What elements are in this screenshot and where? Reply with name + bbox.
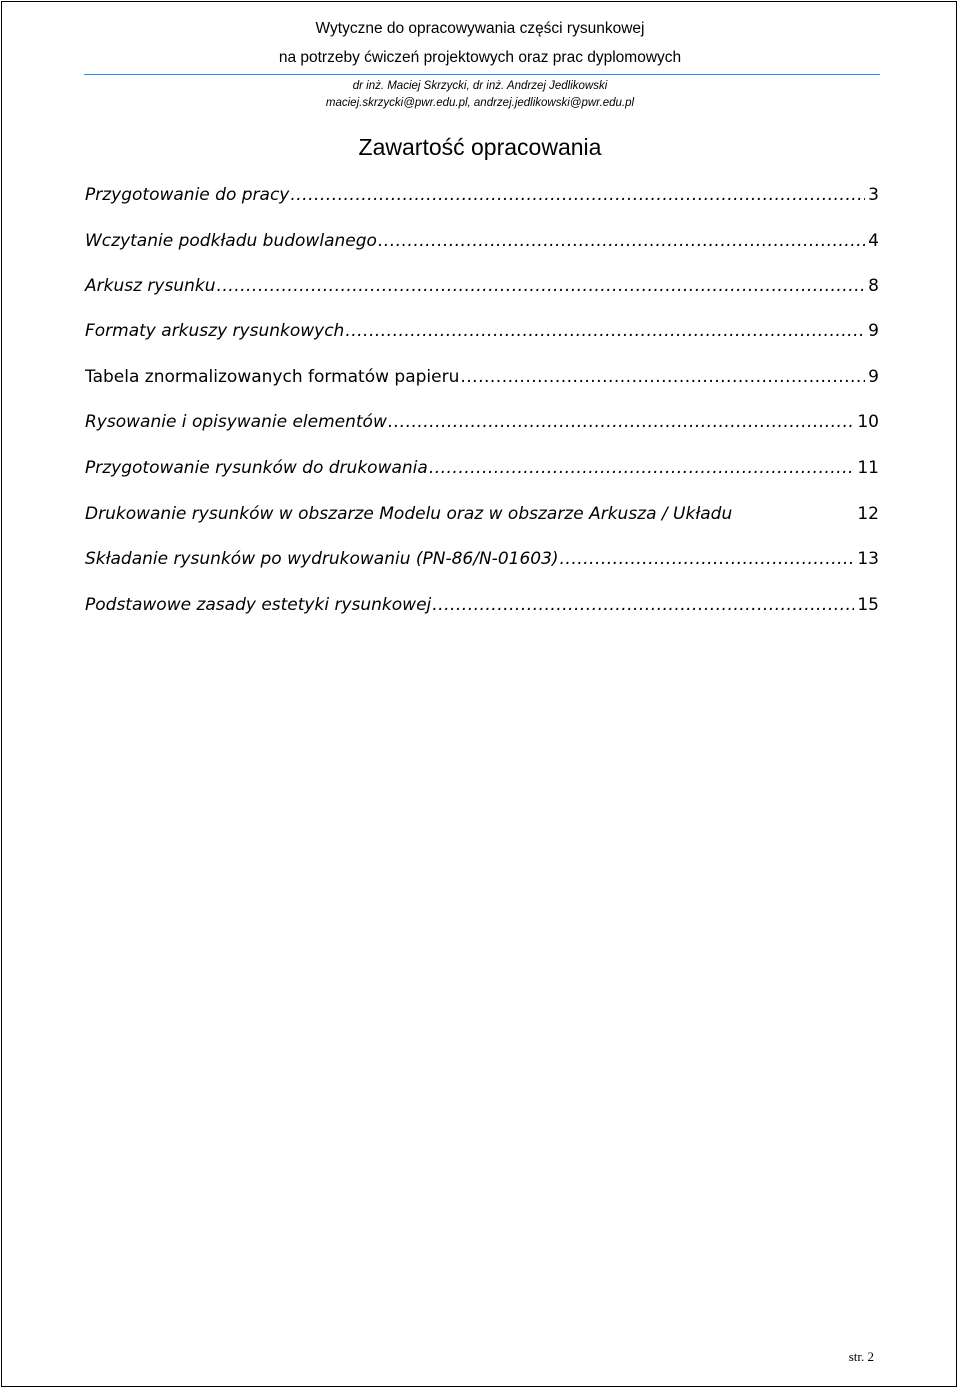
toc-entry[interactable] (85, 454, 879, 482)
toc-leader-dots (460, 363, 865, 391)
toc-entry-page: 4 (868, 231, 879, 251)
toc-heading: Zawartość opracowania (358, 134, 602, 160)
toc-entry-page: 11 (857, 458, 879, 478)
header-title-line-1: Wytyczne do opracowywania części rysunkowej (315, 20, 645, 37)
header-authors: dr inż. Maciej Skrzycki, dr inż. Andrzej Jedlikowski (352, 80, 608, 92)
toc-entry-page: 13 (857, 549, 879, 569)
toc-entry-page: 15 (857, 595, 879, 615)
toc-entry-title: Przygotowanie rysunków do drukowania (85, 458, 428, 478)
toc-entry[interactable] (85, 227, 879, 255)
toc-entry[interactable] (85, 545, 879, 573)
toc-leader-dots (378, 227, 865, 255)
toc-entry[interactable] (85, 363, 879, 391)
toc-leader-dots (290, 181, 865, 209)
page-number: str. 2 (848, 1349, 874, 1364)
toc-leader-dots (432, 591, 854, 619)
toc-entry-page: 8 (868, 276, 879, 296)
header-emails: maciej.skrzycki@pwr.edu.pl, andrzej.jedlikowski@pwr.edu.pl (325, 97, 635, 109)
toc-entry-title: Składanie rysunków po wydrukowaniu (PN-86/N-01603) (85, 549, 559, 569)
toc-entry-title: Wczytanie podkładu budowlanego (85, 231, 377, 251)
toc-entry[interactable] (85, 408, 879, 436)
header-divider (84, 74, 880, 75)
toc-leader-dots (388, 408, 855, 436)
toc-entry[interactable] (85, 317, 879, 345)
toc-leader-dots (217, 272, 866, 300)
toc-entry-page: 9 (868, 367, 879, 387)
toc-leader-dots (345, 317, 865, 345)
toc-entry[interactable] (85, 181, 879, 209)
toc-entry-title: Podstawowe zasady estetyki rysunkowej (85, 595, 432, 615)
toc-leader-dots (560, 545, 855, 573)
toc-entry-title: Tabela znormalizowanych formatów papieru (85, 367, 460, 387)
toc-entry-page: 12 (857, 504, 879, 524)
toc-entry-page: 9 (868, 321, 879, 341)
toc-entry-title: Formaty arkuszy rysunkowych (85, 321, 345, 341)
header-title-line-2: na potrzeby ćwiczeń projektowych oraz prac dyplomowych (278, 49, 682, 66)
toc-entry-page: 3 (868, 185, 879, 205)
toc-entry-page: 10 (857, 412, 879, 432)
toc-entry-title: Arkusz rysunku (85, 276, 216, 296)
toc-leader-dots (429, 454, 855, 482)
toc-entry[interactable] (85, 272, 879, 300)
document-page (1, 1, 957, 1387)
toc-entry-title: Rysowanie i opisywanie elementów (85, 412, 387, 432)
toc-entry[interactable] (85, 500, 879, 528)
toc-entry-title: Drukowanie rysunków w obszarze Modelu oraz w obszarze Arkusza / Układu (85, 504, 733, 524)
toc-entry-title: Przygotowanie do pracy (85, 185, 290, 205)
toc-entry[interactable] (85, 591, 879, 619)
